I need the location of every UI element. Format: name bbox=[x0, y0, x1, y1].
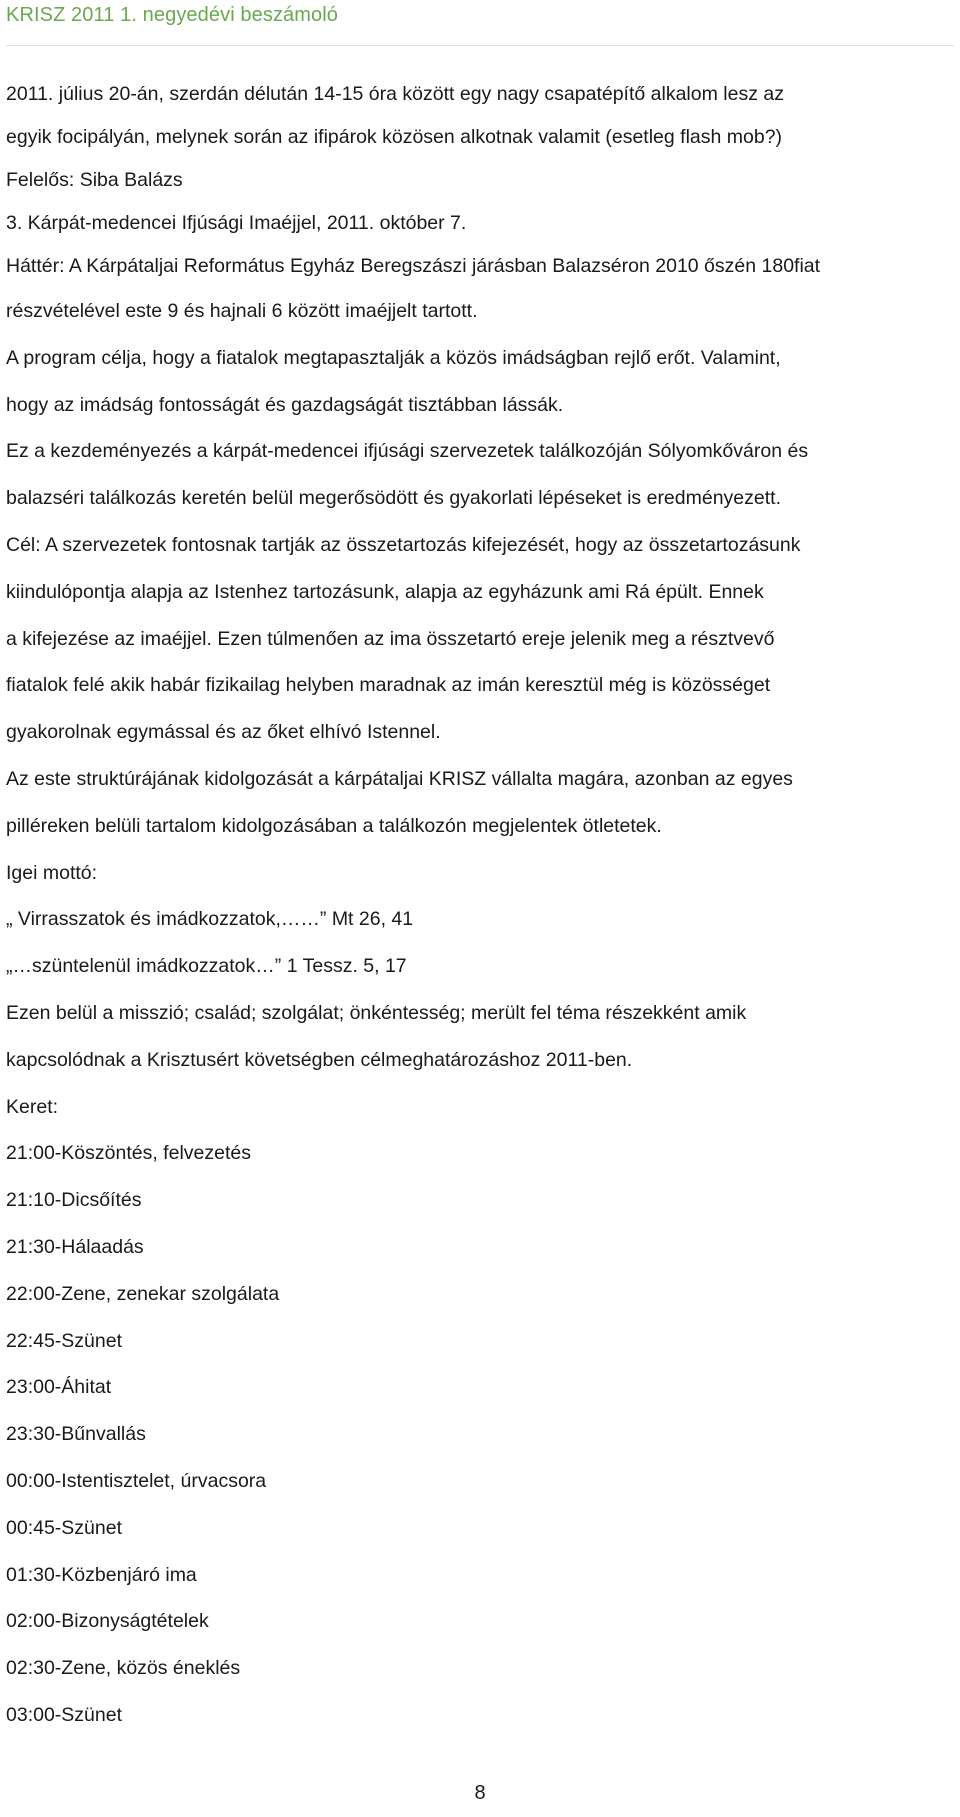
header-divider bbox=[6, 45, 954, 46]
schedule-item: 01:30-Közbenjáró ima bbox=[6, 1563, 197, 1586]
schedule-item: 23:30-Bűnvallás bbox=[6, 1423, 146, 1446]
text-line: Ezen belül a misszió; család; szolgálat; önkéntesség; merült fel téma részekként amik bbox=[6, 1001, 747, 1024]
text-line: pilléreken belüli tartalom kidolgozásában a találkozón megjelentek ötletetek. bbox=[6, 814, 662, 837]
text-line: Háttér: A Kárpátaljai Református Egyház Beregszászi járásban Balazséron 2010 őszén 180fiat bbox=[6, 255, 821, 277]
text-line: fiatalok felé akik habár fizikailag helyben maradnak az imán keresztül még is közösséget bbox=[6, 674, 771, 697]
text-line: kapcsolódnak a Krisztusért követségben célmeghatározáshoz 2011-ben. bbox=[6, 1048, 633, 1071]
text-line: 3. Kárpát-medencei Ifjúsági Imaéjjel, 2011. október 7. bbox=[6, 212, 467, 234]
text-line: kiindulópontja alapja az Istenhez tartozásunk, alapja az egyházunk ami Rá épült. Ennek bbox=[6, 580, 764, 603]
schedule-item: 03:00-Szünet bbox=[6, 1703, 123, 1726]
text-line: részvételével este 9 és hajnali 6 között imaéjjelt tartott. bbox=[6, 300, 478, 322]
text-line: gyakorolnak egymással és az őket elhívó Istennel. bbox=[6, 721, 441, 744]
schedule-item: 22:00-Zene, zenekar szolgálata bbox=[6, 1282, 280, 1305]
text-line: Az este struktúrájának kidolgozását a kárpátaljai KRISZ vállalta magára, azonban az egyes bbox=[6, 767, 793, 790]
schedule-item: 00:00-Istentisztelet, úrvacsora bbox=[6, 1469, 267, 1492]
text-line: egyik focipályán, melynek során az ifipárok közösen alkotnak valamit (esetleg flash mob?) bbox=[6, 126, 783, 148]
schedule-item: 02:30-Zene, közös éneklés bbox=[6, 1657, 241, 1680]
schedule-item: 21:10-Dicsőítés bbox=[6, 1189, 142, 1212]
text-line: 2011. július 20-án, szerdán délután 14-15 óra között egy nagy csapatépítő alkalom lesz az bbox=[6, 83, 784, 105]
schedule-item: 21:30-Hálaadás bbox=[6, 1235, 144, 1258]
motto-quote: „ Virrasszatok és imádkozzatok,……” Mt 26, 41 bbox=[6, 908, 414, 931]
schedule-item: 00:45-Szünet bbox=[6, 1516, 123, 1539]
page-header-title: KRISZ 2011 1. negyedévi beszámoló bbox=[6, 4, 339, 26]
schedule-heading: Keret: bbox=[6, 1095, 59, 1118]
text-line: Felelős: Siba Balázs bbox=[6, 169, 183, 191]
intro-paragraph bbox=[6, 73, 954, 288]
motto-quote: „…szüntelenül imádkozzatok…” 1 Tessz. 5, 17 bbox=[6, 955, 407, 978]
text-line: a kifejezése az imaéjjel. Ezen túlmenően az ima összetartó ereje jelenik meg a résztvevő bbox=[6, 627, 775, 650]
text-line: balazséri találkozás keretén belül megerősödött és gyakorlati lépéseket is eredményezett. bbox=[6, 487, 782, 510]
main-paragraphs bbox=[6, 288, 954, 1739]
text-line: Cél: A szervezetek fontosnak tartják az összetartozás kifejezését, hogy az összetartozásunk bbox=[6, 533, 801, 556]
document-body bbox=[6, 73, 954, 1739]
schedule-item: 22:45-Szünet bbox=[6, 1329, 123, 1352]
page-number: 8 bbox=[474, 1782, 486, 1804]
text-line: Ez a kezdeményezés a kárpát-medencei ifjúsági szervezetek találkozóján Sólyomkőváron és bbox=[6, 440, 809, 463]
motto-heading: Igei mottó: bbox=[6, 861, 98, 884]
text-line: A program célja, hogy a fiatalok megtapasztalják a közös imádságban rejlő erőt. Valamint, bbox=[6, 346, 781, 369]
text-line: hogy az imádság fontosságát és gazdagságát tisztábban lássák. bbox=[6, 393, 564, 416]
schedule-item: 21:00-Köszöntés, felvezetés bbox=[6, 1142, 251, 1165]
schedule-item: 02:00-Bizonyságtételek bbox=[6, 1610, 209, 1633]
schedule-item: 23:00-Áhitat bbox=[6, 1376, 112, 1399]
